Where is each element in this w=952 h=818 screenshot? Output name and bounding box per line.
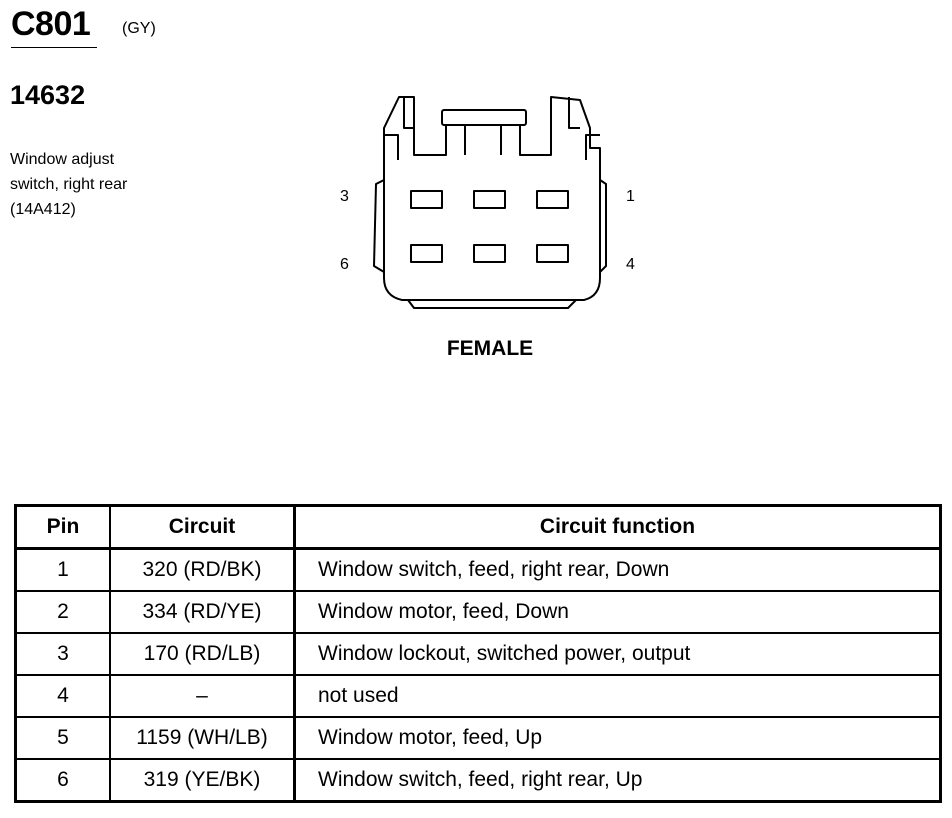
table-row [16,759,941,802]
table-row [16,633,941,675]
connector-gender-label: FEMALE [446,337,534,360]
connector-ear-left [374,180,384,272]
connector-latch-right [569,97,600,160]
header-circuit-function: Circuit function [295,506,941,549]
connector-color-code: (GY) [122,20,156,37]
cell-function: Window motor, feed, Up [295,717,941,759]
cell-pin: 5 [16,717,111,759]
cell-circuit: 320 (RD/BK) [110,549,295,592]
pin-label-3: 3 [340,188,349,205]
description-line-3: (14A412) [10,201,76,218]
connector-bottom-rail [408,300,576,308]
pin-label-4: 4 [626,256,635,273]
table-header-row [16,506,941,549]
connector-lock-tab [442,110,526,125]
cell-circuit: 319 (YE/BK) [110,759,295,802]
pinout-table [14,504,942,803]
table-row [16,675,941,717]
cell-function: Window switch, feed, right rear, Down [295,549,941,592]
part-number: 14632 [10,80,86,110]
description-line-1: Window adjust [10,151,115,168]
pin-cavity-3 [411,191,442,208]
cell-pin: 3 [16,633,111,675]
table-row [16,549,941,592]
header-pin: Pin [16,506,111,549]
cell-function: Window switch, feed, right rear, Up [295,759,941,802]
table-row [16,717,941,759]
cell-pin: 6 [16,759,111,802]
cell-pin: 4 [16,675,111,717]
cell-circuit: 170 (RD/LB) [110,633,295,675]
pin-label-1: 1 [626,188,635,205]
connector-id: C801 [11,5,91,43]
table-row [16,591,941,633]
pin-cavity-5 [474,245,505,262]
pin-cavity-2 [474,191,505,208]
pin-cavity-4 [537,245,568,262]
cell-circuit: 334 (RD/YE) [110,591,295,633]
pin-label-6: 6 [340,256,349,273]
cell-function: Window motor, feed, Down [295,591,941,633]
cell-function: Window lockout, switched power, output [295,633,941,675]
pin-cavity-6 [411,245,442,262]
cell-circuit: – [110,675,295,717]
cell-pin: 2 [16,591,111,633]
cell-function: not used [295,675,941,717]
description-line-2: switch, right rear [10,176,128,193]
connector-latch-left [384,97,414,160]
cell-circuit: 1159 (WH/LB) [110,717,295,759]
header-circuit: Circuit [110,506,295,549]
cell-pin: 1 [16,549,111,592]
pin-cavity-1 [537,191,568,208]
